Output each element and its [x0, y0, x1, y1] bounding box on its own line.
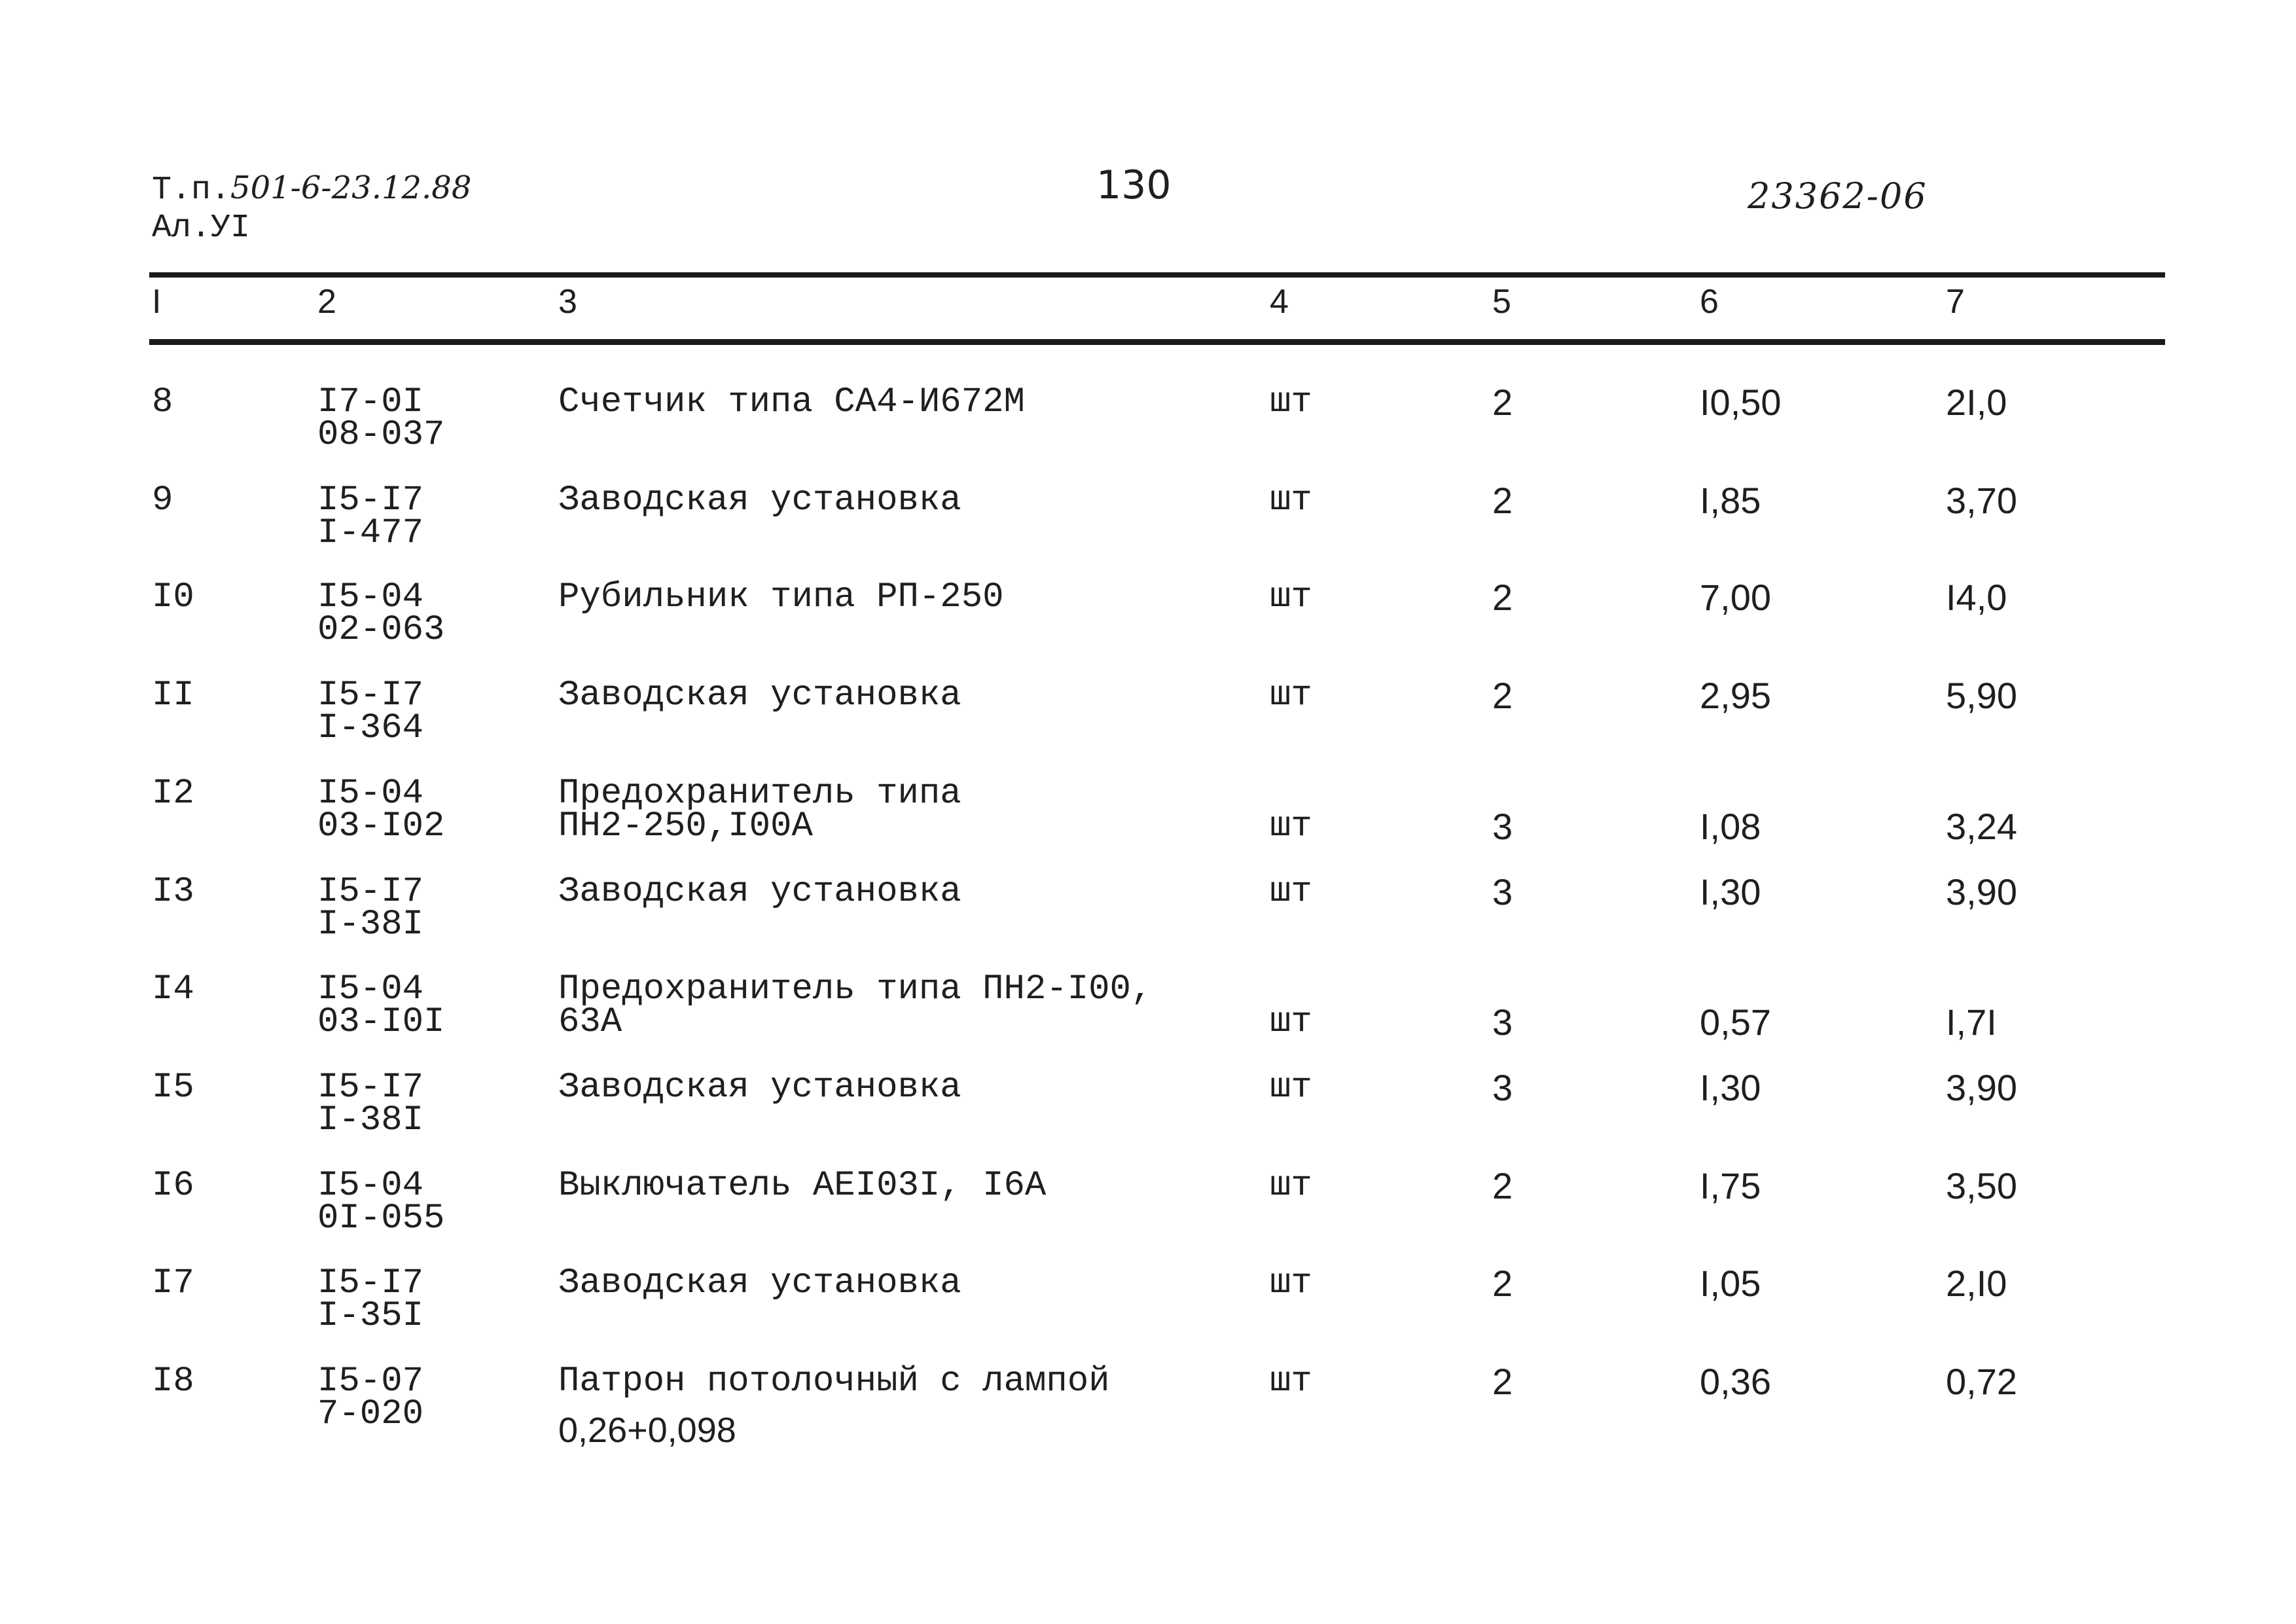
unit-price: I,05: [1700, 1263, 1761, 1304]
unit-price: I,08: [1700, 806, 1761, 847]
rate-code: [317, 1068, 424, 1140]
rate-code: [317, 872, 424, 945]
rate-code-line2: I-477: [317, 513, 424, 553]
total-amount: 3,24: [1946, 806, 2017, 847]
unit: шт: [1270, 806, 1312, 846]
unit-price: 2,95: [1700, 675, 1771, 716]
item-name-line2: 63А: [558, 1002, 622, 1042]
rate-code-line1: I5-I7: [317, 676, 424, 715]
rate-code: [317, 577, 445, 650]
item-name: [558, 676, 961, 715]
unit-price: I0,50: [1700, 382, 1782, 423]
item-name-line2: ПН2-250,I00А: [558, 806, 813, 846]
quantity: 3: [1492, 1001, 1513, 1043]
item-name-line1: Заводская установка: [558, 480, 961, 520]
doc-reference-line1: [152, 169, 471, 209]
item-name-line1: Патрон потолочный с лампой: [558, 1362, 1110, 1401]
item-name-line1: Заводская установка: [558, 676, 961, 715]
rate-code: [317, 969, 445, 1042]
quantity: 2: [1492, 577, 1513, 618]
column-header-3: 3: [558, 283, 577, 321]
quantity: 2: [1492, 1165, 1513, 1206]
column-header-1: I: [152, 283, 162, 321]
item-name-line2: 0,26+0,098: [558, 1411, 736, 1450]
column-header-4: 4: [1270, 283, 1289, 321]
rate-code-line1: I5-04: [317, 969, 424, 1009]
doc-reference: [152, 169, 471, 247]
column-header-5: 5: [1492, 283, 1511, 321]
table-header-rule: [149, 339, 2165, 345]
item-name-line1: Заводская установка: [558, 1263, 961, 1303]
unit-price: 0,57: [1700, 1001, 1771, 1043]
table-top-rule: [149, 272, 2165, 278]
rate-code-line2: I-38I: [317, 905, 424, 945]
item-name-line1: Предохранитель типа ПН2-I00,: [558, 969, 1153, 1009]
quantity: 2: [1492, 1263, 1513, 1304]
total-amount: 2I,0: [1946, 382, 2007, 423]
rate-code: [317, 676, 424, 748]
item-name: [558, 872, 961, 912]
rate-code-line1: I5-04: [317, 577, 424, 617]
item-name: [558, 969, 1153, 1042]
row-number: 9: [152, 480, 173, 520]
row-number: I2: [152, 774, 194, 814]
item-name: [558, 480, 961, 520]
unit-price: 7,00: [1700, 577, 1771, 618]
rate-code-line2: 7-020: [317, 1394, 424, 1434]
rate-code-line2: I-38I: [317, 1100, 424, 1140]
row-number: I6: [152, 1166, 194, 1206]
item-name: [558, 577, 1004, 617]
rate-code: [317, 1362, 424, 1434]
rate-code-line2: 02-063: [317, 610, 445, 650]
unit-price: 0,36: [1700, 1361, 1771, 1402]
item-name-line1: Выключатель АЕI03I, I6А: [558, 1166, 1047, 1206]
total-amount: 3,90: [1946, 1067, 2017, 1108]
rate-code-line2: 0I-055: [317, 1199, 445, 1238]
tp-handwritten-number: 501-6-23.12.88: [230, 170, 472, 206]
item-name-line1: Рубильник типа РП-250: [558, 577, 1004, 617]
document-number: 23362-06: [1748, 175, 1928, 217]
row-number: I7: [152, 1263, 194, 1303]
item-name: [558, 1362, 1110, 1450]
quantity: 2: [1492, 1361, 1513, 1402]
total-amount: 0,72: [1946, 1361, 2017, 1402]
rate-code-line1: I5-04: [317, 774, 424, 814]
quantity: 3: [1492, 1067, 1513, 1108]
item-name-line1: Предохранитель типа: [558, 774, 961, 814]
quantity: 2: [1492, 480, 1513, 521]
rate-code-line2: I-364: [317, 708, 424, 748]
total-amount: I,7I: [1946, 1001, 1997, 1043]
rate-code: [317, 1263, 424, 1336]
quantity: 3: [1492, 871, 1513, 912]
row-number: I0: [152, 577, 194, 617]
row-number: I5: [152, 1068, 194, 1108]
rate-code-line1: I5-I7: [317, 1068, 424, 1108]
rate-code-line1: I5-I7: [317, 1263, 424, 1303]
row-number: II: [152, 676, 194, 715]
unit: шт: [1270, 1362, 1312, 1401]
unit: шт: [1270, 1263, 1312, 1303]
item-name: [558, 1263, 961, 1303]
quantity: 3: [1492, 806, 1513, 847]
rate-code-line2: 08-037: [317, 415, 445, 455]
rate-code: [317, 774, 445, 846]
total-amount: 5,90: [1946, 675, 2017, 716]
unit: шт: [1270, 1166, 1312, 1206]
rate-code-line1: I5-07: [317, 1362, 424, 1401]
row-number: I3: [152, 872, 194, 912]
unit-price: I,85: [1700, 480, 1761, 521]
rate-code-line2: I-35I: [317, 1296, 424, 1336]
total-amount: 3,70: [1946, 480, 2017, 521]
unit: шт: [1270, 1002, 1312, 1042]
rate-code-line1: I5-I7: [317, 872, 424, 912]
row-number: I8: [152, 1362, 194, 1401]
row-number: I4: [152, 969, 194, 1009]
item-name: [558, 774, 961, 846]
rate-code: [317, 1166, 445, 1238]
unit: шт: [1270, 872, 1312, 912]
item-name: [558, 1068, 961, 1108]
unit: шт: [1270, 480, 1312, 520]
total-amount: 3,90: [1946, 871, 2017, 912]
total-amount: 2,I0: [1946, 1263, 2007, 1304]
item-name-line1: Заводская установка: [558, 1068, 961, 1108]
total-amount: 3,50: [1946, 1165, 2017, 1206]
quantity: 2: [1492, 382, 1513, 423]
column-header-7: 7: [1946, 283, 1965, 321]
row-number: 8: [152, 382, 173, 422]
column-header-6: 6: [1700, 283, 1719, 321]
unit: шт: [1270, 577, 1312, 617]
unit: шт: [1270, 382, 1312, 422]
unit-price: I,30: [1700, 1067, 1761, 1108]
column-header-2: 2: [317, 283, 336, 321]
page-number: 130: [1096, 162, 1172, 208]
unit: шт: [1270, 676, 1312, 715]
rate-code-line2: 03-I0I: [317, 1002, 445, 1042]
unit: шт: [1270, 1068, 1312, 1108]
quantity: 2: [1492, 675, 1513, 716]
tp-label: Т.п.: [152, 171, 231, 209]
table-header-row: [0, 285, 2296, 331]
item-name: [558, 1166, 1047, 1206]
item-name: [558, 382, 1025, 422]
rate-code-line1: I7-0I: [317, 382, 424, 422]
album-label: Ал.УI: [152, 209, 251, 247]
item-name-line1: Счетчик типа СА4-И672М: [558, 382, 1025, 422]
unit-price: I,30: [1700, 871, 1761, 912]
rate-code: [317, 382, 445, 455]
unit-price: I,75: [1700, 1165, 1761, 1206]
rate-code-line1: I5-04: [317, 1166, 424, 1206]
rate-code-line1: I5-I7: [317, 480, 424, 520]
rate-code: [317, 480, 424, 553]
total-amount: I4,0: [1946, 577, 2007, 618]
item-name-line1: Заводская установка: [558, 872, 961, 912]
rate-code-line2: 03-I02: [317, 806, 445, 846]
